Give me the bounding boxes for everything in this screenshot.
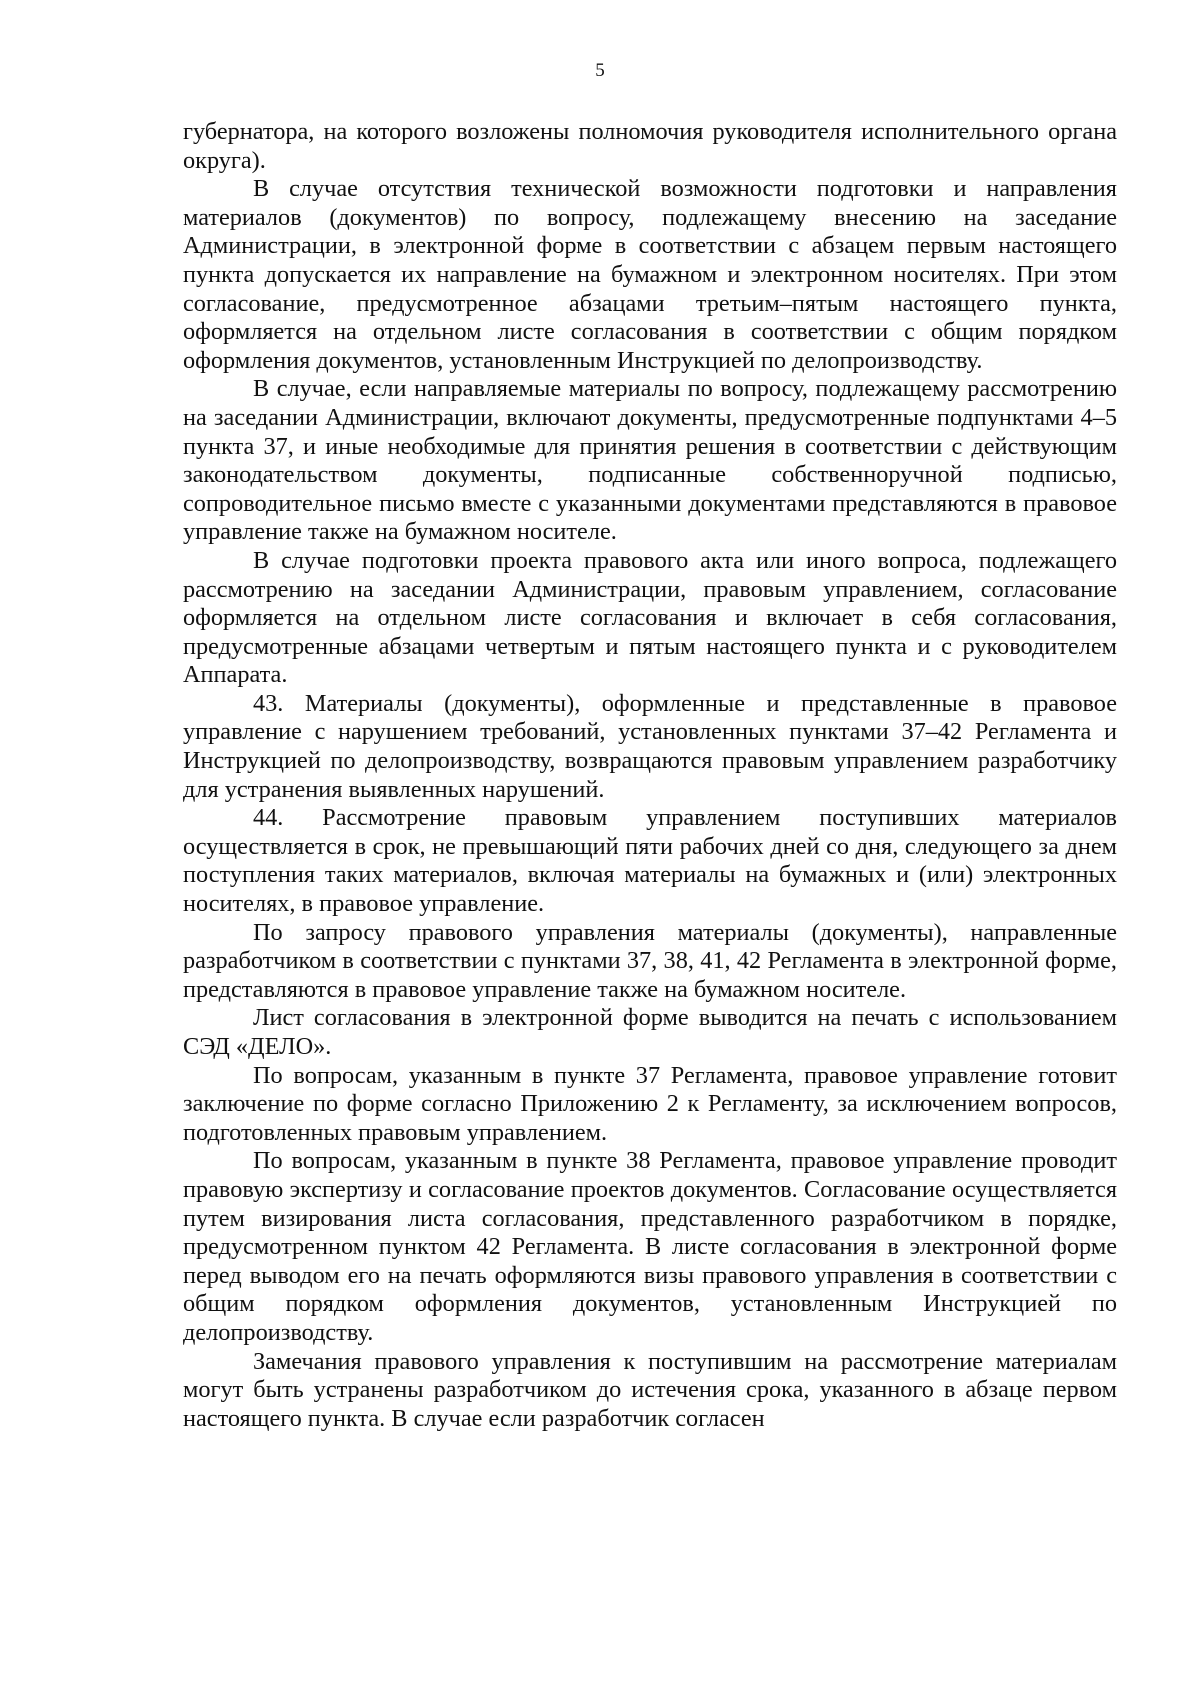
paragraph-request-paper-copy: По запросу правового управления материалы (документы), направленные разработчиком в соответствии с пунктами 37, 38, 41, 42 Регламента в электронной форме, представляются в правовое управление также на бумажном носителе. xyxy=(183,918,1117,1003)
page-number: 5 xyxy=(595,60,605,81)
paragraph-signed-documents: В случае, если направляемые материалы по вопросу, подлежащему рассмотрению на заседании Администрации, включают документы, предусмотренные подпунктами 4–5 пункта 37, и иные необходимые для принятия решения в соответствии с действующим законодательством документы, подписанные собственноручной подписью, сопроводительное письмо вместе с указанными документами представляются в правовое управление также на бумажном носителе. xyxy=(183,375,1117,546)
paragraph-item-37-conclusion: По вопросам, указанным в пункте 37 Регламента, правовое управление готовит заключение по форме согласно Приложению 2 к Регламенту, за исключением вопросов, подготовленных правовым управлением. xyxy=(183,1061,1117,1146)
document-body xyxy=(183,118,1117,1433)
paragraph-item-38-expertise: По вопросам, указанным в пункте 38 Регламента, правовое управление проводит правовую экспертизу и согласование проектов документов. Согласование осуществляется путем визирования листа согласования, представленного разработчиком в порядке, предусмотренном пунктом 42 Регламента. В листе согласования в электронной форме перед выводом его на печать оформляются визы правового управления в соответствии с общим порядком оформления документов, установленным Инструкцией по делопроизводству. xyxy=(183,1147,1117,1346)
paragraph-approval-sheet-print: Лист согласования в электронной форме выводится на печать с использованием СЭД «ДЕЛО». xyxy=(183,1004,1117,1060)
paragraph-paper-submission: В случае отсутствия технической возможности подготовки и направления материалов (документов) по вопросу, подлежащему внесению на заседание Администрации, в электронной форме в соответствии с абзацем первым настоящего пункта допускается их направление на бумажном и электронном носителях. При этом согласование, предусмотренное абзацами третьим–пятым настоящего пункта, оформляется на отдельном листе согласования в соответствии с общим порядком оформления документов, установленным Инструкцией по делопроизводству. xyxy=(183,175,1117,374)
paragraph-item-43: 43. Материалы (документы), оформленные и представленные в правовое управление с нарушением требований, установленных пунктами 37–42 Регламента и Инструкцией по делопроизводству, возвращаются правовым управлением разработчику для устранения выявленных нарушений. xyxy=(183,689,1117,803)
paragraph-item-44: 44. Рассмотрение правовым управлением поступивших материалов осуществляется в срок, не превышающий пяти рабочих дней со дня, следующего за днем поступления таких материалов, включая материалы на бумажных и (или) электронных носителях, в правовое управление. xyxy=(183,804,1117,918)
paragraph-remarks: Замечания правового управления к поступившим на рассмотрение материалам могут быть устранены разработчиком до истечения срока, указанного в абзаце первом настоящего пункта. В случае если разработчик согласен xyxy=(183,1347,1117,1432)
paragraph-continuation: губернатора, на которого возложены полномочия руководителя исполнительного органа округа). xyxy=(183,118,1117,174)
paragraph-legal-department-project: В случае подготовки проекта правового акта или иного вопроса, подлежащего рассмотрению на заседании Администрации, правовым управлением, согласование оформляется на отдельном листе согласования и включает в себя согласования, предусмотренные абзацами четвертым и пятым настоящего пункта и с руководителем Аппарата. xyxy=(183,546,1117,689)
